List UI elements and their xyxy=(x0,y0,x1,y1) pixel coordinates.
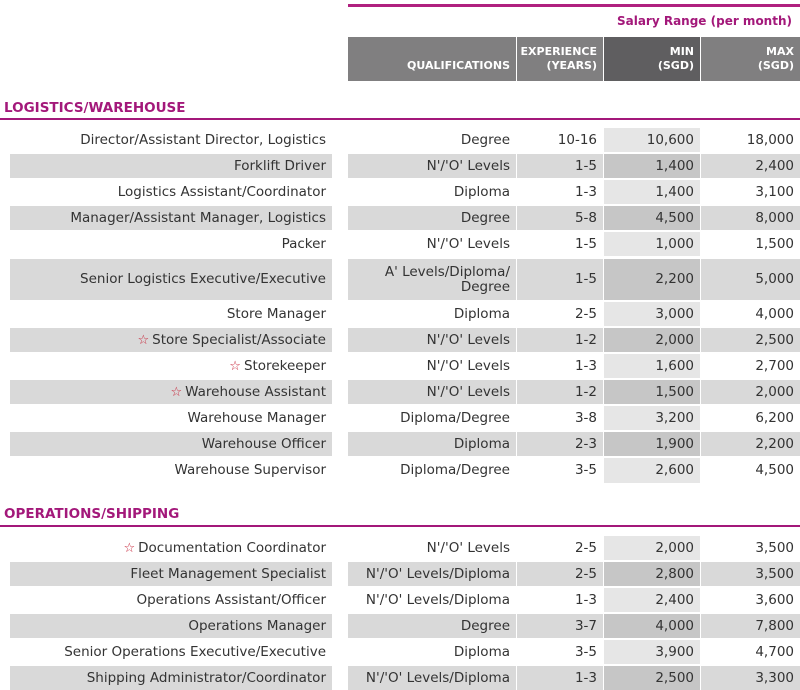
experience-years-text: 5-8 xyxy=(574,209,597,226)
max-salary xyxy=(701,406,800,430)
section-title: OPERATIONS/SHIPPING xyxy=(4,506,180,522)
qualification-text: Diploma/Degree xyxy=(400,462,510,478)
min-salary-text: 10,600 xyxy=(646,131,694,148)
salary-range-caption: Salary Range (per month) xyxy=(616,14,792,28)
job-title-text: Shipping Administrator/Coordinator xyxy=(86,669,326,686)
max-salary xyxy=(701,328,800,352)
min-salary-text: 3,000 xyxy=(655,305,694,322)
job-title-text: Forklift Driver xyxy=(233,157,326,174)
star-icon: ☆ xyxy=(229,358,241,374)
max-salary xyxy=(701,666,800,690)
job-title xyxy=(0,232,332,256)
job-title xyxy=(10,380,332,404)
min-salary-text: 2,400 xyxy=(655,591,694,608)
job-title-text: Logistics Assistant/Coordinator xyxy=(117,183,326,200)
qualification-text: A' Levels/Diploma/ Degree xyxy=(384,263,510,295)
max-salary-text: 4,700 xyxy=(755,643,794,660)
max-salary-text: 2,000 xyxy=(755,383,794,400)
max-salary-text: 5,000 xyxy=(755,271,794,287)
job-title-text: Warehouse Officer xyxy=(201,435,326,452)
experience-years-text: 3-7 xyxy=(574,617,597,634)
qualification-text: Diploma xyxy=(453,643,510,660)
qualification-text: N'/'O' Levels xyxy=(426,157,510,174)
min-salary xyxy=(604,328,700,352)
job-title-text: Operations Assistant/Officer xyxy=(136,591,326,608)
qualification xyxy=(348,380,516,404)
qualification-text: N'/'O' Levels/Diploma xyxy=(365,591,510,608)
min-salary xyxy=(604,154,700,178)
experience-years-text: 3-5 xyxy=(574,462,597,478)
max-salary xyxy=(701,562,800,586)
qualification-text: Degree xyxy=(460,131,510,148)
star-icon: ☆ xyxy=(170,384,183,400)
job-title xyxy=(0,354,332,378)
min-salary-text: 1,500 xyxy=(655,383,694,400)
table-row xyxy=(0,128,800,152)
experience-years xyxy=(517,259,603,300)
column-header-max xyxy=(701,37,800,81)
max-salary-text: 3,300 xyxy=(755,669,794,686)
qualification-text: N'/'O' Levels xyxy=(426,235,510,252)
max-salary-text: 4,000 xyxy=(755,305,794,322)
job-title-text: Senior Operations Executive/Executive xyxy=(64,643,326,660)
experience-years-text: 3-8 xyxy=(574,409,597,426)
experience-years-text: 2-5 xyxy=(574,539,597,556)
experience-years xyxy=(517,328,603,352)
max-salary xyxy=(701,536,800,560)
max-label: MAX xyxy=(766,45,794,58)
table-row xyxy=(0,354,800,378)
qualification-text: N'/'O' Levels/Diploma xyxy=(365,565,510,582)
qualification xyxy=(348,432,516,456)
job-title-text: Senior Logistics Executive/Executive xyxy=(80,271,326,287)
experience-years xyxy=(517,432,603,456)
min-salary xyxy=(604,354,700,378)
qualification xyxy=(348,562,516,586)
job-title-text: Storekeeper xyxy=(243,357,326,374)
experience-years xyxy=(517,666,603,690)
job-title xyxy=(0,640,332,664)
min-salary xyxy=(604,406,700,430)
experience-years-text: 3-5 xyxy=(574,643,597,660)
table-row xyxy=(0,406,800,430)
job-title xyxy=(0,588,332,612)
qualification xyxy=(348,206,516,230)
job-title xyxy=(10,154,332,178)
qualification-text: Diploma xyxy=(453,183,510,200)
min-salary-text: 4,500 xyxy=(655,209,694,226)
table-row xyxy=(0,562,800,586)
qualification xyxy=(348,354,516,378)
min-salary-text: 2,500 xyxy=(655,669,694,686)
job-title xyxy=(0,406,332,430)
min-salary xyxy=(604,666,700,690)
job-title xyxy=(0,180,332,204)
max-salary-text: 2,200 xyxy=(755,435,794,452)
job-title xyxy=(10,206,332,230)
qualification-text: Diploma/Degree xyxy=(400,409,510,426)
max-salary xyxy=(701,302,800,326)
qualification xyxy=(348,154,516,178)
section-title: LOGISTICS/WAREHOUSE xyxy=(4,100,186,116)
min-salary xyxy=(604,432,700,456)
qualification xyxy=(348,640,516,664)
table-row xyxy=(0,614,800,638)
experience-years-text: 1-5 xyxy=(574,157,597,174)
job-title xyxy=(0,128,332,152)
qualification-text: N'/'O' Levels xyxy=(426,539,510,556)
qualification xyxy=(348,180,516,204)
job-title xyxy=(10,666,332,690)
min-salary xyxy=(604,640,700,664)
qualifications-label: QUALIFICATIONS xyxy=(407,59,510,72)
max-salary-text: 6,200 xyxy=(755,409,794,426)
qualification xyxy=(348,232,516,256)
max-salary xyxy=(701,232,800,256)
qualification xyxy=(348,328,516,352)
table-row xyxy=(0,380,800,404)
experience-years-text: 2-5 xyxy=(574,305,597,322)
job-title xyxy=(10,562,332,586)
job-title-text: Packer xyxy=(281,235,326,252)
qualification xyxy=(348,614,516,638)
max-unit: (SGD) xyxy=(757,59,794,72)
qualification xyxy=(348,588,516,612)
min-salary xyxy=(604,458,700,483)
table-row xyxy=(0,232,800,256)
min-salary-text: 1,400 xyxy=(655,157,694,174)
experience-years-text: 10-16 xyxy=(557,131,597,148)
qualification xyxy=(348,406,516,430)
max-salary xyxy=(701,180,800,204)
table-row xyxy=(0,302,800,326)
table-row xyxy=(0,432,800,456)
max-salary-text: 8,000 xyxy=(755,209,794,226)
experience-years xyxy=(517,154,603,178)
column-header-min xyxy=(604,37,700,81)
star-icon: ☆ xyxy=(123,540,136,556)
experience-years xyxy=(517,406,603,430)
min-salary-text: 1,400 xyxy=(655,183,694,200)
table-row xyxy=(0,328,800,352)
experience-years xyxy=(517,354,603,378)
job-title xyxy=(10,259,332,300)
min-salary xyxy=(604,232,700,256)
min-salary xyxy=(604,536,700,560)
max-salary-text: 3,100 xyxy=(755,183,794,200)
job-title xyxy=(0,302,332,326)
min-salary xyxy=(604,302,700,326)
max-salary-text: 2,500 xyxy=(755,331,794,348)
min-salary xyxy=(604,206,700,230)
max-salary xyxy=(701,458,800,483)
max-salary-text: 2,400 xyxy=(755,157,794,174)
experience-years xyxy=(517,458,603,483)
min-salary-text: 2,600 xyxy=(655,462,694,478)
top-accent-line xyxy=(348,4,800,7)
experience-years xyxy=(517,232,603,256)
qualification-text: Degree xyxy=(460,209,510,226)
qualification-text: N'/'O' Levels xyxy=(426,357,510,374)
experience-years xyxy=(517,588,603,612)
qualification-text: Diploma xyxy=(453,305,510,322)
experience-years xyxy=(517,562,603,586)
max-salary-text: 1,500 xyxy=(755,235,794,252)
experience-years xyxy=(517,206,603,230)
experience-years xyxy=(517,614,603,638)
job-title-text: Warehouse Supervisor xyxy=(174,462,326,478)
experience-years xyxy=(517,302,603,326)
job-title xyxy=(10,328,332,352)
min-salary-text: 2,200 xyxy=(655,271,694,287)
min-salary xyxy=(604,588,700,612)
min-salary xyxy=(604,128,700,152)
experience-unit: (YEARS) xyxy=(546,59,597,72)
experience-years xyxy=(517,536,603,560)
max-salary-text: 3,500 xyxy=(755,539,794,556)
min-salary-text: 1,000 xyxy=(655,235,694,252)
job-title xyxy=(10,432,332,456)
qualification xyxy=(348,536,516,560)
min-salary-text: 2,800 xyxy=(655,565,694,582)
qualification xyxy=(348,666,516,690)
qualification xyxy=(348,302,516,326)
job-title-text: Manager/Assistant Manager, Logistics xyxy=(70,209,326,226)
min-label: MIN xyxy=(669,45,694,58)
min-salary-text: 3,200 xyxy=(655,409,694,426)
max-salary xyxy=(701,354,800,378)
table-row xyxy=(0,180,800,204)
qualification xyxy=(348,259,516,300)
table-row xyxy=(0,588,800,612)
table-row xyxy=(0,458,800,483)
job-title xyxy=(10,614,332,638)
min-salary xyxy=(604,259,700,300)
max-salary xyxy=(701,614,800,638)
max-salary xyxy=(701,206,800,230)
experience-years-text: 1-3 xyxy=(574,183,597,200)
max-salary xyxy=(701,128,800,152)
job-title-text: Documentation Coordinator xyxy=(138,539,326,556)
job-title-text: Director/Assistant Director, Logistics xyxy=(80,131,326,148)
job-title-text: Fleet Management Specialist xyxy=(130,565,326,582)
star-icon: ☆ xyxy=(137,332,150,348)
experience-years xyxy=(517,640,603,664)
experience-years-text: 1-2 xyxy=(574,331,597,348)
experience-years xyxy=(517,380,603,404)
table-row xyxy=(0,666,800,690)
section-divider xyxy=(0,525,800,527)
column-header-qualifications xyxy=(348,37,516,81)
min-unit: (SGD) xyxy=(657,59,694,72)
min-salary xyxy=(604,380,700,404)
max-salary-text: 3,600 xyxy=(755,591,794,608)
job-title xyxy=(0,536,332,560)
experience-years-text: 1-5 xyxy=(574,271,597,287)
max-salary-text: 7,800 xyxy=(755,617,794,634)
experience-label: EXPERIENCE xyxy=(520,45,597,58)
min-salary xyxy=(604,180,700,204)
job-title xyxy=(0,458,332,483)
section-divider xyxy=(0,118,800,120)
max-salary xyxy=(701,432,800,456)
job-title-text: Store Specialist/Associate xyxy=(152,331,326,348)
job-title-text: Warehouse Manager xyxy=(187,409,326,426)
min-salary-text: 4,000 xyxy=(655,617,694,634)
min-salary-text: 1,600 xyxy=(655,357,694,374)
max-salary xyxy=(701,259,800,300)
experience-years-text: 2-3 xyxy=(574,435,597,452)
table-row xyxy=(0,206,800,230)
min-salary xyxy=(604,614,700,638)
min-salary xyxy=(604,562,700,586)
job-title-text: Store Manager xyxy=(226,305,326,322)
min-salary-text: 2,000 xyxy=(655,331,694,348)
qualification xyxy=(348,128,516,152)
column-header-experience xyxy=(517,37,603,81)
qualification-text: N'/'O' Levels xyxy=(426,383,510,400)
max-salary-text: 3,500 xyxy=(755,565,794,582)
max-salary-text: 18,000 xyxy=(746,131,794,148)
experience-years xyxy=(517,128,603,152)
experience-years-text: 2-5 xyxy=(574,565,597,582)
table-row xyxy=(0,640,800,664)
qualification xyxy=(348,458,516,483)
max-salary-text: 2,700 xyxy=(755,357,794,374)
job-title-text: Warehouse Assistant xyxy=(185,383,326,400)
table-row xyxy=(0,259,800,300)
qualification-text: N'/'O' Levels/Diploma xyxy=(365,669,510,686)
max-salary xyxy=(701,154,800,178)
max-salary xyxy=(701,588,800,612)
max-salary xyxy=(701,640,800,664)
min-salary-text: 2,000 xyxy=(655,539,694,556)
experience-years-text: 1-3 xyxy=(574,591,597,608)
table-row xyxy=(0,154,800,178)
job-title-text: Operations Manager xyxy=(188,617,326,634)
qualification-text: Diploma xyxy=(453,435,510,452)
experience-years-text: 1-3 xyxy=(574,357,597,374)
qualification-text: N'/'O' Levels xyxy=(426,331,510,348)
min-salary-text: 3,900 xyxy=(655,643,694,660)
max-salary-text: 4,500 xyxy=(755,462,794,478)
experience-years-text: 1-3 xyxy=(574,669,597,686)
experience-years-text: 1-5 xyxy=(574,235,597,252)
max-salary xyxy=(701,380,800,404)
experience-years xyxy=(517,180,603,204)
min-salary-text: 1,900 xyxy=(655,435,694,452)
qualification-text: Degree xyxy=(460,617,510,634)
experience-years-text: 1-2 xyxy=(574,383,597,400)
table-row xyxy=(0,536,800,560)
